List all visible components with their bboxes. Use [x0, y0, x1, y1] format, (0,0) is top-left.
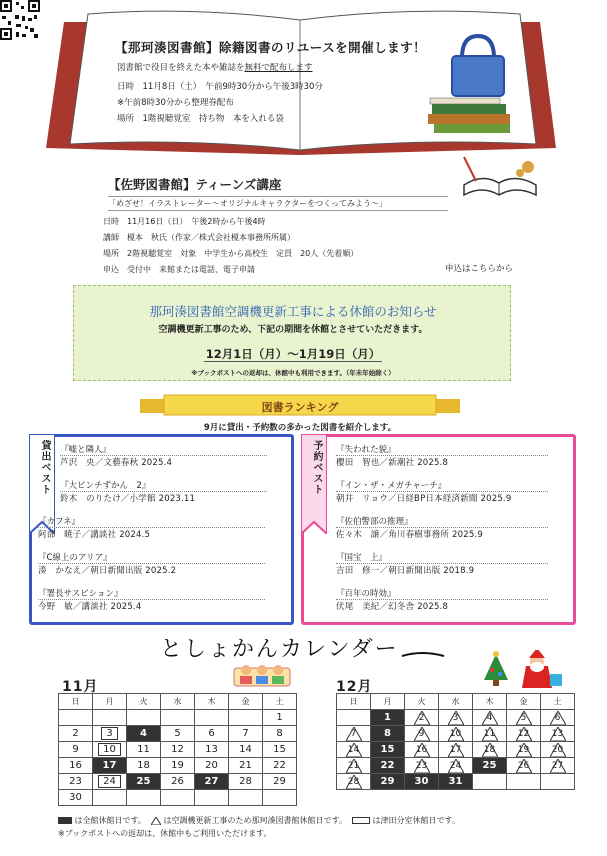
legend-closed-text: は全館休館日です。 — [74, 816, 146, 825]
calendar-day: 1 — [371, 710, 405, 726]
book-title: 『イン・ザ・メガチャーチ』 — [336, 479, 548, 492]
notice-note: ※ブックポストへの返却は、休館中も利用できます。（年末年始除く） — [191, 369, 395, 377]
calendar-day: 9 — [405, 726, 439, 742]
book-title: 『カフネ』 — [38, 515, 265, 528]
calendar-week — [59, 742, 297, 758]
calendar-day: 21 — [229, 758, 263, 774]
reading-book-icon — [456, 155, 542, 205]
weekday-header: 月 — [93, 694, 127, 710]
calendar-week — [59, 726, 297, 742]
calendar-day: 14 — [229, 742, 263, 758]
calendar-day — [161, 790, 195, 806]
calendar-day — [473, 774, 507, 790]
calendar-week — [337, 758, 575, 774]
calendar-day: 24 — [93, 774, 127, 790]
december-label: 12月 — [336, 679, 373, 695]
closure-notice — [73, 285, 511, 381]
sano-event-title: 【佐野図書館】ティーンズ講座 — [108, 177, 282, 192]
naka-lead-underlined: 無料で配布します — [244, 63, 313, 73]
reserve-entry-4 — [336, 551, 572, 576]
lend-entry-4 — [38, 551, 290, 576]
calendar-day: 15 — [263, 742, 297, 758]
calendar-day: 14 — [337, 742, 371, 758]
calendar-day: 22 — [371, 758, 405, 774]
reserve-entry-2 — [336, 479, 572, 504]
calendar-week — [59, 774, 297, 790]
sano-lecturer: 講師 榎本 秋氏（作家／株式会社榎本事務所所属） — [103, 233, 295, 242]
calendar-day — [59, 710, 93, 726]
calendar-day: 13 — [541, 726, 575, 742]
calendar-day — [229, 710, 263, 726]
calendar-day: 30 — [59, 790, 93, 806]
calendar-day: 25 — [473, 758, 507, 774]
calendar-day: 5 — [161, 726, 195, 742]
calendar-day: 10 — [93, 742, 127, 758]
reserve-entry-5 — [336, 587, 572, 612]
calendar-day: 18 — [473, 742, 507, 758]
calendar-week — [337, 726, 575, 742]
children-reading-icon — [232, 660, 292, 688]
book-author: 吉田 修一／朝日新聞出版 2018.9 — [336, 566, 475, 576]
calendar-week — [337, 742, 575, 758]
calendar-day — [195, 710, 229, 726]
weekday-header: 金 — [507, 694, 541, 710]
calendar-day: 15 — [371, 742, 405, 758]
calendar-day — [93, 790, 127, 806]
calendar-week — [337, 774, 575, 790]
calendar-day: 10 — [439, 726, 473, 742]
calendar-day: 3 — [439, 710, 473, 726]
calendar-day — [127, 710, 161, 726]
calendar-day: 3 — [93, 726, 127, 742]
calendar-day: 12 — [507, 726, 541, 742]
weekday-header: 日 — [59, 694, 93, 710]
book-title: 『C線上のアリア』 — [38, 551, 265, 564]
weekday-header: 土 — [263, 694, 297, 710]
calendar-day: 27 — [541, 758, 575, 774]
weekday-header: 火 — [127, 694, 161, 710]
ranking-subtitle: 9月に貸出・予約数の多かった図書を紹介します。 — [203, 423, 397, 433]
calendar-day — [127, 790, 161, 806]
stacked-books-icon — [428, 98, 510, 133]
weekday-header: 火 — [405, 694, 439, 710]
calendar-day: 9 — [59, 742, 93, 758]
calendar-day: 31 — [439, 774, 473, 790]
weekday-header: 水 — [161, 694, 195, 710]
calendar-day — [541, 774, 575, 790]
calendar-day: 20 — [541, 742, 575, 758]
christmas-tree-santa-icon — [478, 650, 564, 690]
notice-dates-text: 12月1日（月）～1月19日（月） — [205, 347, 381, 361]
reserve-best-box — [301, 434, 576, 625]
title-underline-swash — [400, 650, 446, 662]
lend-entry-3 — [38, 515, 290, 540]
calendar-day: 7 — [229, 726, 263, 742]
calendar-day: 20 — [195, 758, 229, 774]
calendar-day: 30 — [405, 774, 439, 790]
book-author: 櫻田 智也／新潮社 2025.8 — [336, 458, 449, 468]
calendar-day: 29 — [371, 774, 405, 790]
calendar-day: 21 — [337, 758, 371, 774]
calendar-day: 5 — [507, 710, 541, 726]
calendar-week — [337, 710, 575, 726]
calendar-day: 7 — [337, 726, 371, 742]
sano-apply: 申込 受付中 来館または電話、電子申請 — [103, 265, 255, 274]
calendar-day: 19 — [161, 758, 195, 774]
book-author: 芦沢 央／文藝春秋 2025.4 — [60, 458, 173, 468]
legend-triangle-text: は空調機更新工事のため那珂湊図書館休館日です。 — [163, 816, 347, 825]
book-author: 佐々木 譲／角川春樹事務所 2025.9 — [336, 530, 483, 540]
weekday-header: 木 — [195, 694, 229, 710]
calendar-day: 12 — [161, 742, 195, 758]
calendar-day: 11 — [473, 726, 507, 742]
calendar-day: 16 — [59, 758, 93, 774]
november-calendar — [58, 693, 297, 806]
calendar-day — [337, 710, 371, 726]
book-title: 『署長サスピション』 — [38, 587, 265, 600]
calendar-title: としょかんカレンダー — [160, 637, 399, 662]
box-swatch — [352, 817, 370, 824]
calendar-day — [93, 710, 127, 726]
weekday-header: 日 — [337, 694, 371, 710]
legend-box-text: は津田分室休館日です。 — [372, 816, 460, 825]
sano-event-subtitle: 「めざせ！イラストレーター～オリジナルキャラクターをつくってみよう～」 — [108, 196, 448, 211]
lend-entry-1 — [60, 443, 290, 468]
calendar-day: 17 — [439, 742, 473, 758]
calendar-day — [263, 790, 297, 806]
december-calendar — [336, 693, 575, 790]
reserve-entry-3 — [336, 515, 572, 540]
naka-lead — [117, 61, 313, 73]
calendar-footnote: ※ブックポストへの返却は、休館中もご利用いただけます。 — [58, 829, 272, 838]
book-title: 『佐伯警部の推理』 — [336, 515, 548, 528]
calendar-day: 24 — [439, 758, 473, 774]
calendar-day: 17 — [93, 758, 127, 774]
lending-best-label: 貸出ベスト — [39, 440, 50, 495]
lend-entry-5 — [38, 587, 290, 612]
calendar-day: 11 — [127, 742, 161, 758]
naka-date: 日時 11月8日（土） 午前9時30分から午後3時30分 — [117, 82, 323, 92]
book-author: 湊 かなえ／朝日新聞出版 2025.2 — [38, 566, 177, 576]
calendar-week — [59, 790, 297, 806]
book-author: 鈴木 のりたけ／小学館 2023.11 — [60, 494, 196, 504]
notice-title: 那珂湊図書館空調機更新工事による休館のお知らせ — [149, 304, 437, 319]
calendar-day: 8 — [263, 726, 297, 742]
qr-caption: 申込はこちらから — [445, 264, 514, 274]
calendar-day: 26 — [161, 774, 195, 790]
calendar-day: 22 — [263, 758, 297, 774]
sano-place: 場所 2階視聴覚室 対象 中学生から高校生 定員 20人（先着順） — [103, 249, 359, 258]
calendar-day: 27 — [195, 774, 229, 790]
calendar-day: 25 — [127, 774, 161, 790]
sano-date: 日時 11月16日（日） 午後2時から午後4時 — [103, 217, 266, 226]
book-author: 今野 敏／講談社 2025.4 — [38, 602, 142, 612]
closed-swatch — [58, 817, 72, 824]
book-title: 『嘘と隣人』 — [60, 443, 267, 456]
calendar-day: 1 — [263, 710, 297, 726]
calendar-day — [161, 710, 195, 726]
book-title: 『国宝 上』 — [336, 551, 548, 564]
calendar-day: 6 — [541, 710, 575, 726]
book-author: 伏尾 美紀／幻冬舎 2025.8 — [336, 602, 449, 612]
calendar-day: 4 — [127, 726, 161, 742]
weekday-header: 木 — [473, 694, 507, 710]
calendar-day: 26 — [507, 758, 541, 774]
naka-lead-text: 図書館で役目を終えた本や雑誌を — [117, 63, 245, 73]
naka-place: 場所 1階視聴覚室 持ち物 本を入れる袋 — [117, 114, 284, 124]
lending-best-box — [29, 434, 294, 625]
calendar-day: 28 — [337, 774, 371, 790]
notice-subtitle: 空調機更新工事のため、下記の期間を休館とさせていただきます。 — [158, 325, 428, 335]
naka-event-title: 【那珂湊図書館】除籍図書のリユースを開催します！ — [115, 40, 427, 55]
weekday-header: 金 — [229, 694, 263, 710]
calendar-day: 28 — [229, 774, 263, 790]
calendar-day: 23 — [405, 758, 439, 774]
calendar-day: 2 — [59, 726, 93, 742]
calendar-legend — [58, 815, 460, 826]
calendar-day — [195, 790, 229, 806]
notice-dates — [74, 346, 512, 362]
book-title: 『失われた貌』 — [336, 443, 548, 456]
calendar-day: 6 — [195, 726, 229, 742]
calendar-day: 18 — [127, 758, 161, 774]
calendar-day: 4 — [473, 710, 507, 726]
weekday-header: 月 — [371, 694, 405, 710]
calendar-week — [59, 710, 297, 726]
reserve-best-label: 予約ベスト — [311, 440, 322, 495]
calendar-week — [59, 758, 297, 774]
calendar-day: 23 — [59, 774, 93, 790]
book-title: 『百年の時効』 — [336, 587, 548, 600]
november-label: 11月 — [62, 679, 99, 695]
weekday-header: 水 — [439, 694, 473, 710]
calendar-day: 16 — [405, 742, 439, 758]
triangle-swatch-icon — [151, 817, 161, 825]
calendar-day: 2 — [405, 710, 439, 726]
book-title: 『大ピンチずかん 2』 — [60, 479, 267, 492]
calendar-day — [229, 790, 263, 806]
calendar-day: 19 — [507, 742, 541, 758]
calendar-day: 29 — [263, 774, 297, 790]
calendar-day: 8 — [371, 726, 405, 742]
weekday-header: 土 — [541, 694, 575, 710]
calendar-day — [507, 774, 541, 790]
calendar-day: 13 — [195, 742, 229, 758]
naka-note: ※午前8時30分から整理券配布 — [117, 98, 234, 108]
reserve-entry-1 — [336, 443, 572, 468]
book-author: 阿部 暁子／講談社 2024.5 — [38, 530, 151, 540]
lend-entry-2 — [60, 479, 290, 504]
book-author: 朝井 リョウ／日経BP日本経済新聞 2025.9 — [336, 494, 512, 504]
ranking-title: 図書ランキング — [261, 401, 339, 414]
reserve-best-tab — [301, 434, 327, 534]
